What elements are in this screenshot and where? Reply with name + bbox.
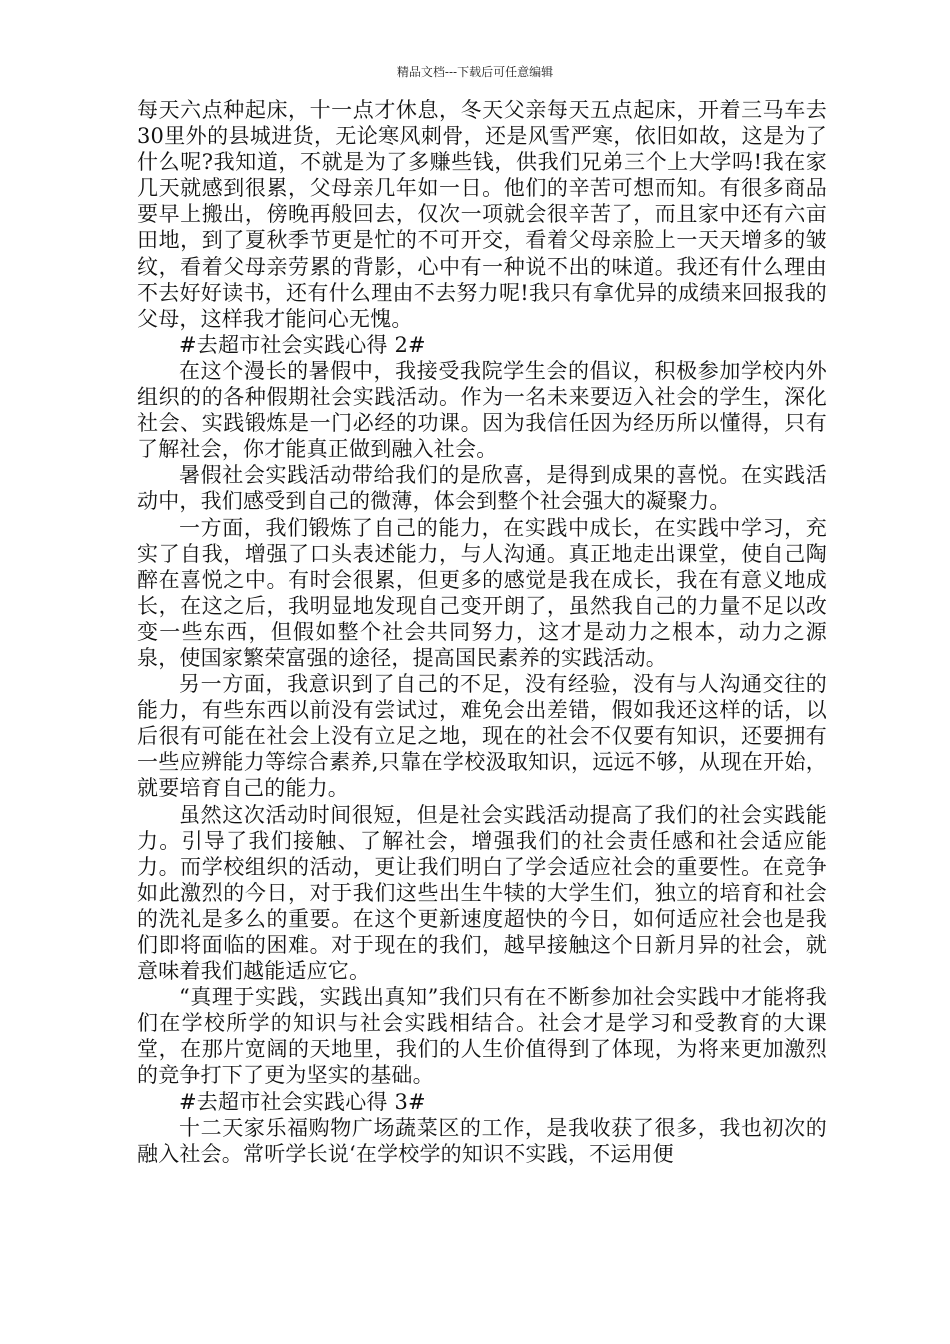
section-heading: #去超市社会实践心得 3# bbox=[179, 1089, 426, 1114]
page-header: 精品文档---下载后可任意编辑 bbox=[396, 65, 554, 79]
paragraph: 另一方面，我意识到了自己的不足，没有经验，没有与人沟通交往的能力，有些东西以前没有尝试过，难免会出差错，假如我还这样的话，以后很有可能在社会上没有立足之地，现在的社会不仅要有知识，还要拥有一些应辨能力等综合素养,只靠在学校汲取知识，远远不够，从现在开始，就要培育自己的能力。 bbox=[137, 672, 827, 801]
paragraph: 十二天家乐福购物广场蔬菜区的工作，是我收获了很多，我也初次的融入社会。常听学长说‘在学校学的知识不实践，不运用便 bbox=[137, 1115, 827, 1166]
document-body bbox=[137, 97, 827, 1167]
paragraph: 暑假社会实践活动带给我们的是欣喜，是得到成果的喜悦。在实践活动中，我们感受到自己的微薄，体会到整个社会强大的凝聚力。 bbox=[137, 463, 827, 514]
paragraph: “真理于实践，实践出真知”我们只有在不断参加社会实践中才能将我们在学校所学的知识与社会实践相结合。社会才是学习和受教育的大课堂，在那片宽阔的天地里，我们的人生价值得到了体现，为将来更加激烈的竞争打下了更为坚实的基础。 bbox=[137, 985, 827, 1088]
paragraph: 虽然这次活动时间很短，但是社会实践活动提高了我们的社会实践能力。引导了我们接触、了解社会，增强我们的社会责任感和社会适应能力。而学校组织的活动，更让我们明白了学会适应社会的重要性。在竞争如此激烈的今日，对于我们这些出生牛犊的大学生们，独立的培育和社会的洗礼是多么的重要。在这个更新速度超快的今日，如何适应社会也是我们即将面临的困难。对于现在的我们，越早接触这个日新月异的社会，就意味着我们越能适应它。 bbox=[137, 802, 827, 984]
paragraph: 每天六点种起床，十一点才休息，冬天父亲每天五点起床，开着三马车去30里外的县城进货，无论寒风刺骨，还是风雪严寒，依旧如故，这是为了什么呢?我知道，不就是为了多赚些钱，供我们兄弟三个上大学吗!我在家几天就感到很累，父母亲几年如一日。他们的辛苦可想而知。有很多商品要早上搬出，傍晚再般回去，仅次一项就会很辛苦了，而且家中还有六亩田地，到了夏秋季节更是忙的不可开交，看着父母亲脸上一天天增多的皱纹，看着父母亲劳累的背影，心中有一种说不出的味道。我还有什么理由不去好好读书，还有什么理由不去努力呢!我只有拿优异的成绩来回报我的父母，这样我才能问心无愧。 bbox=[137, 98, 827, 331]
paragraph: 一方面，我们锻炼了自己的能力，在实践中成长，在实践中学习，充实了自我，增强了口头表述能力，与人沟通。真正地走出课堂，使自己陶醉在喜悦之中。有时会很累，但更多的感觉是我在成长，我在有意义地成长，在这之后，我明显地发现自己变开朗了，虽然我自己的力量不足以改变一些东西，但假如整个社会共同努力，这才是动力之根本，动力之源泉，使国家繁荣富强的途径，提高国民素养的实践活动。 bbox=[137, 515, 827, 670]
section-heading: #去超市社会实践心得 2# bbox=[179, 332, 426, 357]
paragraph: 在这个漫长的暑假中，我接受我院学生会的倡议，积极参加学校内外组织的的各种假期社会实践活动。作为一名未来要迈入社会的学生，深化社会、实践锻炼是一门必经的功课。因为我信任因为经历所以懂得，只有了解社会，你才能真正做到融入社会。 bbox=[137, 358, 827, 462]
